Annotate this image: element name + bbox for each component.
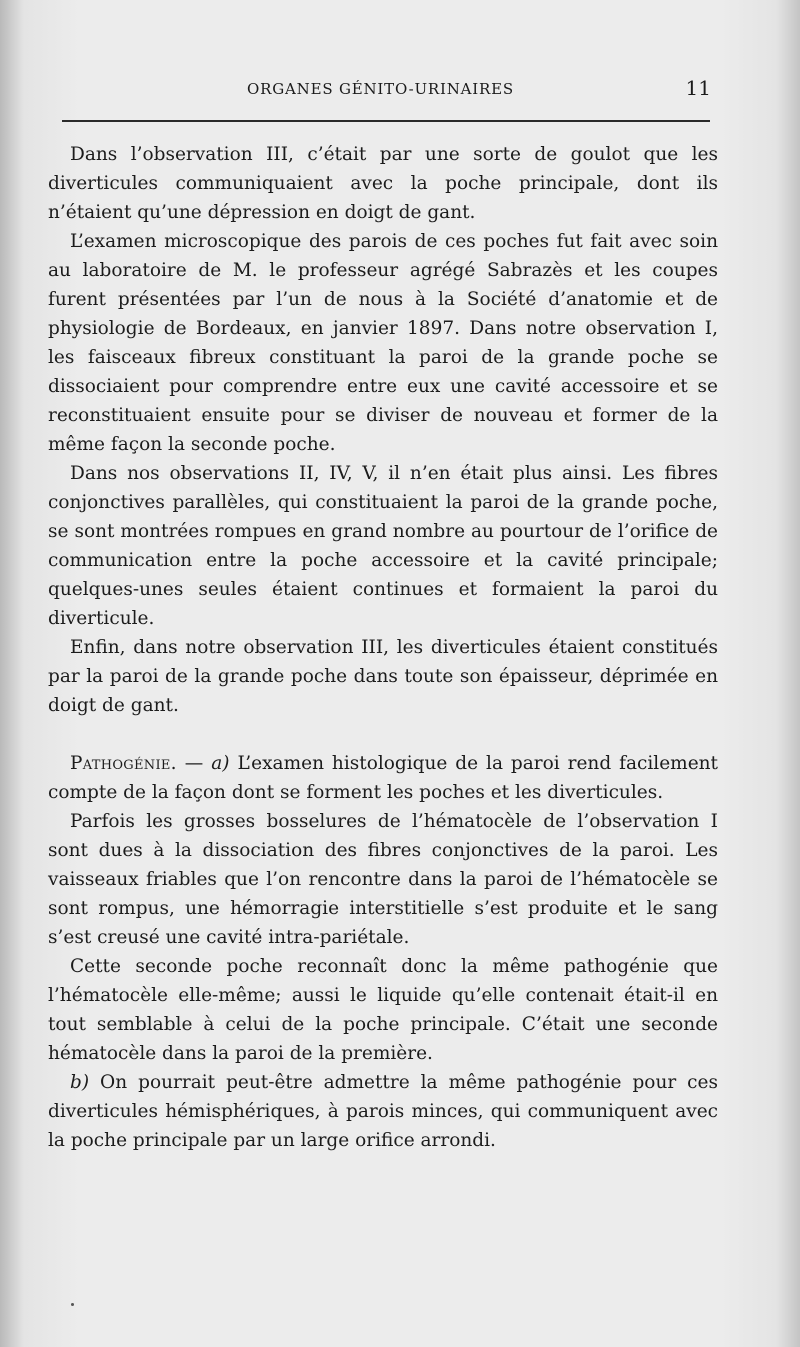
paragraph-cette-seconde-poche: Cette seconde poche reconnaît donc la même pathogénie que l’hématocèle elle-même; aussi le liquide qu’elle contenait était-il en tout semblable à celui de la poche principale. C’était une seconde hématocèle dans la paroi de la première. xyxy=(48,956,718,1064)
paragraph-observation-iii: Dans l’observation III, c’était par une sorte de goulot que les diverticules communiquaient avec la poche principale, dont ils n’étaient qu’une dépression en doigt de gant. xyxy=(48,144,718,223)
paragraph-parfois: Parfois les grosses bosselures de l’hématocèle de l’observation I sont dues à la dissociation des fibres conjonctives de la paroi. Les vaisseaux friables que l’on rencontre dans la paroi de l’hématocèle se sont rompus, une hémorragie interstitielle s’est produite et le sang s’est creusé une cavité intra-pariétale. xyxy=(48,811,718,948)
section-dash: — xyxy=(176,753,212,774)
running-head: ORGANES GÉNITO-URINAIRES xyxy=(247,80,514,98)
item-marker-a: a) xyxy=(211,753,230,774)
page-number: 11 xyxy=(685,76,711,100)
pathogenie-text: L’examen histologique de la paroi rend facilement compte de la façon dont se forment les poches et les diverticules. xyxy=(48,753,718,803)
paragraph-observations-ii-iv-v: Dans nos observations II, IV, V, il n’en était plus ainsi. Les fibres conjonctives parallèles, qui constituaient la paroi de la grande poche, se sont montrées rompues en grand nombre au pourtour de l’orifice de communication entre la poche accessoire et la cavité principale; quelques-unes seules étaient continues et formaient la paroi du diverticule. xyxy=(48,463,718,629)
paragraph-enfin: Enfin, dans notre observation III, les diverticules étaient constitués par la paroi de la grande poche dans toute son épaisseur, déprimée en doigt de gant. xyxy=(48,637,718,716)
header-rule xyxy=(62,120,710,122)
final-text: On pourrait peut-être admettre la même pathogénie pour ces diverticules hémisphériques, à parois minces, qui communiquent avec la poche principale par un large orifice arrondi. xyxy=(48,1072,718,1151)
paragraph-pathogenie xyxy=(48,749,718,807)
item-marker-b: b) xyxy=(70,1072,90,1093)
speck-mark xyxy=(71,1303,74,1306)
paragraph-b xyxy=(48,1068,718,1155)
paragraph-examen-microscopique: L’examen microscopique des parois de ces poches fut fait avec soin au laboratoire de M. le professeur agrégé Sabrazès et les coupes furent présentées par l’un de nous à la Société d’anatomie et de physiologie de Bordeaux, en janvier 1897. Dans notre observation I, les faisceaux fibreux constituant la paroi de la grande poche se dissociaient pour comprendre entre eux une cavité accessoire et se reconstituaient ensuite pour se diviser de nouveau et former de la même façon la seconde poche. xyxy=(48,231,718,455)
section-label-pathogenie: Pathogénie. xyxy=(70,753,177,774)
page-header xyxy=(48,76,713,104)
body-text xyxy=(48,140,718,1155)
